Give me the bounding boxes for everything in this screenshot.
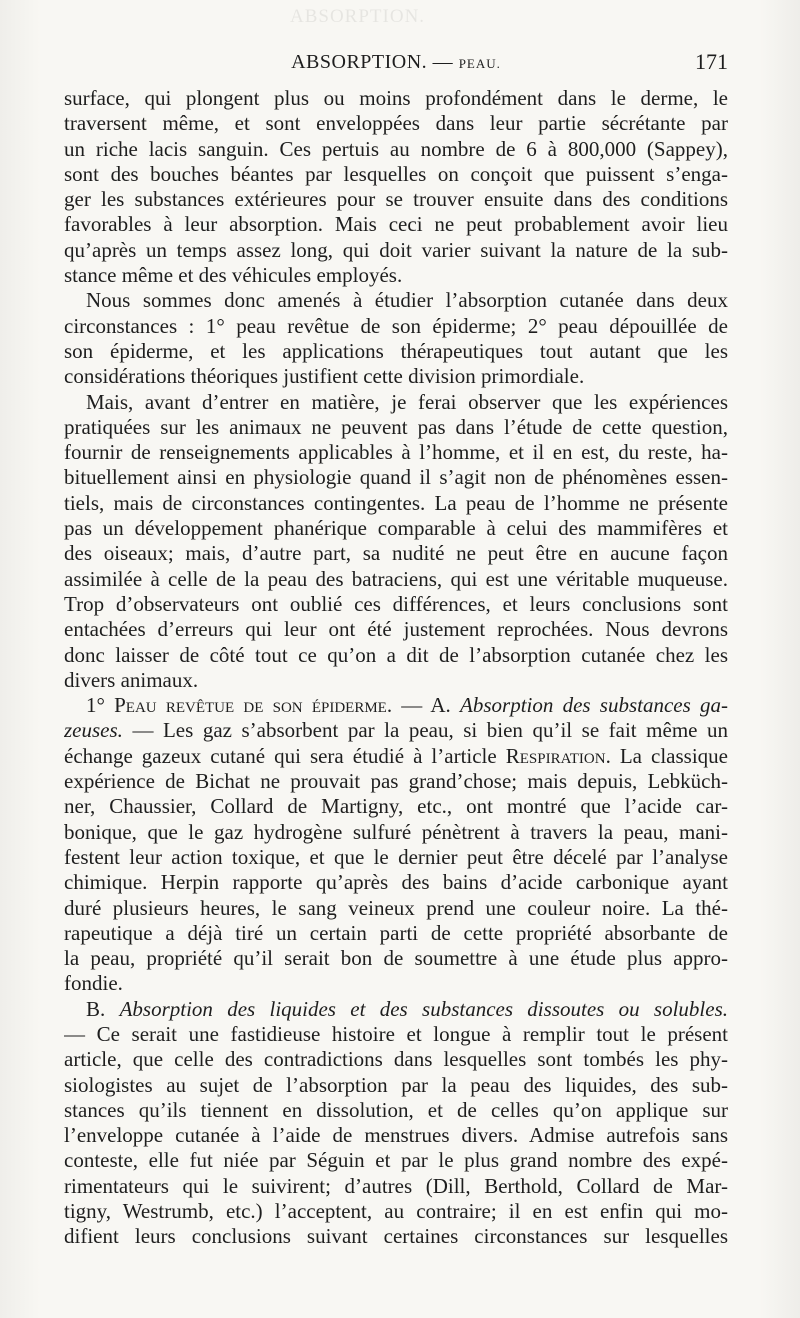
text-line: difient leurs conclusions suivant certaines circonstances sur lesquelles bbox=[64, 1224, 728, 1249]
header-title bbox=[64, 48, 728, 78]
section-a-lead: 1° Peau revêtue de son épiderme. — A. bbox=[86, 693, 451, 718]
text-line: bonique, que le gaz hydrogène sulfuré pénètrent à travers la peau, mani- bbox=[64, 819, 728, 844]
text-line: pas un développement phanérique comparable à celui des mammifères et bbox=[64, 516, 728, 541]
text-line: — Ce serait une fastidieuse histoire et longue à remplir tout le présent bbox=[64, 1021, 728, 1046]
text-line: rimentateurs qui le suivirent; d’autres (Dill, Berthold, Collard de Mar- bbox=[64, 1173, 728, 1198]
page-number: 171 bbox=[695, 49, 728, 74]
text-line: Trop d’observateurs ont oublié ces différences, et leurs conclusions sont bbox=[64, 591, 728, 616]
text-line bbox=[64, 744, 728, 769]
text-line: pratiquées sur les animaux ne peuvent pas dans l’étude de cette question, bbox=[64, 414, 728, 439]
running-header bbox=[64, 48, 728, 76]
text-line: stance même et des véhicules employés. bbox=[64, 263, 403, 288]
text-line: qu’après un temps assez long, qui doit varier suivant la nature de la sub- bbox=[64, 237, 728, 262]
text-line: des oiseaux; mais, d’autre part, sa nudité ne peut être en aucune façon bbox=[64, 541, 728, 566]
text-line: son épiderme, et les applications thérapeutiques tout autant que les bbox=[64, 338, 728, 363]
text-line: circonstances : 1° peau revêtue de son épiderme; 2° peau dépouillée de bbox=[64, 313, 728, 338]
text-line: entachées d’erreurs qui leur ont été justement reprochées. Nous devrons bbox=[64, 617, 728, 642]
text-line: article, que celle des contradictions dans lesquelles sont tombés les phy- bbox=[64, 1047, 728, 1072]
text-line: stances qu’ils tiennent en dissolution, et de celles qu’on applique sur bbox=[64, 1097, 728, 1122]
text-line: ner, Chaussier, Collard de Martigny, etc., ont montré que l’acide car- bbox=[64, 794, 728, 819]
text-line: siologistes au sujet de l’absorption par la peau des liquides, des sub- bbox=[64, 1072, 728, 1097]
text-line: sont des bouches béantes par lesquelles on conçoit que puissent s’enga- bbox=[64, 161, 728, 186]
section-b-lead: B. bbox=[86, 996, 106, 1021]
text-line: duré plusieurs heures, le sang veineux prend une couleur noire. La thé- bbox=[64, 895, 728, 920]
text-line: bituellement ainsi en physiologie quand il s’agit non de phénomènes essen- bbox=[64, 465, 728, 490]
section-b-heading-line bbox=[64, 997, 728, 1022]
text-line: divers animaux. bbox=[64, 667, 199, 692]
text-line: rapeutique a déjà tiré un certain parti de cette propriété absorbante de bbox=[64, 920, 728, 945]
text-line: un riche lacis sanguin. Ces pertuis au nombre de 6 à 800,000 (Sappey), bbox=[64, 136, 728, 161]
text-line: chimique. Herpin rapporte qu’après des bains d’acide carbonique ayant bbox=[64, 870, 728, 895]
text-line: tiels, mais de circonstances contingentes. La peau de l’homme ne présente bbox=[64, 490, 728, 515]
header-title-small: PEAU. bbox=[458, 56, 501, 71]
section-a-line2-rest: La classique bbox=[619, 743, 728, 768]
text-line: considérations théoriques justifient cette division primordiale. bbox=[64, 364, 585, 389]
text-line: ger les substances extérieures pour se trouver ensuite dans des conditions bbox=[64, 187, 728, 212]
cross-reference: Respiration. bbox=[505, 743, 611, 768]
bleed-through-text: ABSORPTION. bbox=[290, 6, 426, 27]
text-line: Mais, avant d’entrer en matière, je ferai observer que les expériences bbox=[86, 389, 728, 414]
text-line: Nous sommes donc amenés à étudier l’absorption cutanée dans deux bbox=[86, 288, 728, 313]
text-line: favorables à leur absorption. Mais ceci ne peut probablement avoir lieu bbox=[64, 212, 728, 237]
section-a-heading: Absorption des substances ga- bbox=[460, 693, 728, 718]
header-title-main: ABSORPTION. — bbox=[291, 51, 454, 73]
body-text bbox=[64, 86, 728, 1250]
section-a-line1-rest: — Les gaz s’absorbent par la peau, si bien qu’il se fait même un bbox=[132, 718, 728, 743]
text-line: fondie. bbox=[64, 971, 123, 996]
text-line bbox=[64, 718, 728, 743]
text-line: festent leur action toxique, et que le dernier peut être décelé par l’analyse bbox=[64, 844, 728, 869]
text-line: surface, qui plongent plus ou moins profondément dans le derme, le bbox=[64, 86, 728, 110]
section-b-heading: Absorption des liquides et des substances dissoutes ou solubles. bbox=[119, 996, 728, 1021]
text-line: l’enveloppe cutanée à l’aide de menstrues divers. Admise autrefois sans bbox=[64, 1123, 728, 1148]
text-line: donc laisser de côté tout ce qu’on a dit de l’absorption cutanée chez les bbox=[64, 642, 728, 667]
text-line: la peau, propriété qu’il serait bon de soumettre à une étude plus appro- bbox=[64, 946, 728, 971]
text-line: expérience de Bichat ne prouvait pas grand’chose; mais depuis, Lebküch- bbox=[64, 769, 728, 794]
text-line: assimilée à celle de la peau des batraciens, qui est une véritable muqueuse. bbox=[64, 566, 728, 591]
text-line: traversent même, et sont enveloppées dans leur partie sécrétante par bbox=[64, 111, 728, 136]
text-line: fournir de renseignements applicables à l’homme, et il en est, du reste, ha- bbox=[64, 440, 728, 465]
section-a-heading-cont: zeuses. bbox=[64, 718, 123, 743]
text-line: conteste, elle fut niée par Séguin et par le plus grand nombre des expé- bbox=[64, 1148, 728, 1173]
section-a-heading-line bbox=[64, 693, 728, 718]
section-a-line2: échange gazeux cutané qui sera étudié à l’article bbox=[64, 743, 497, 768]
text-line: tigny, Westrumb, etc.) l’acceptent, au contraire; il en est enfin qui mo- bbox=[64, 1199, 728, 1224]
